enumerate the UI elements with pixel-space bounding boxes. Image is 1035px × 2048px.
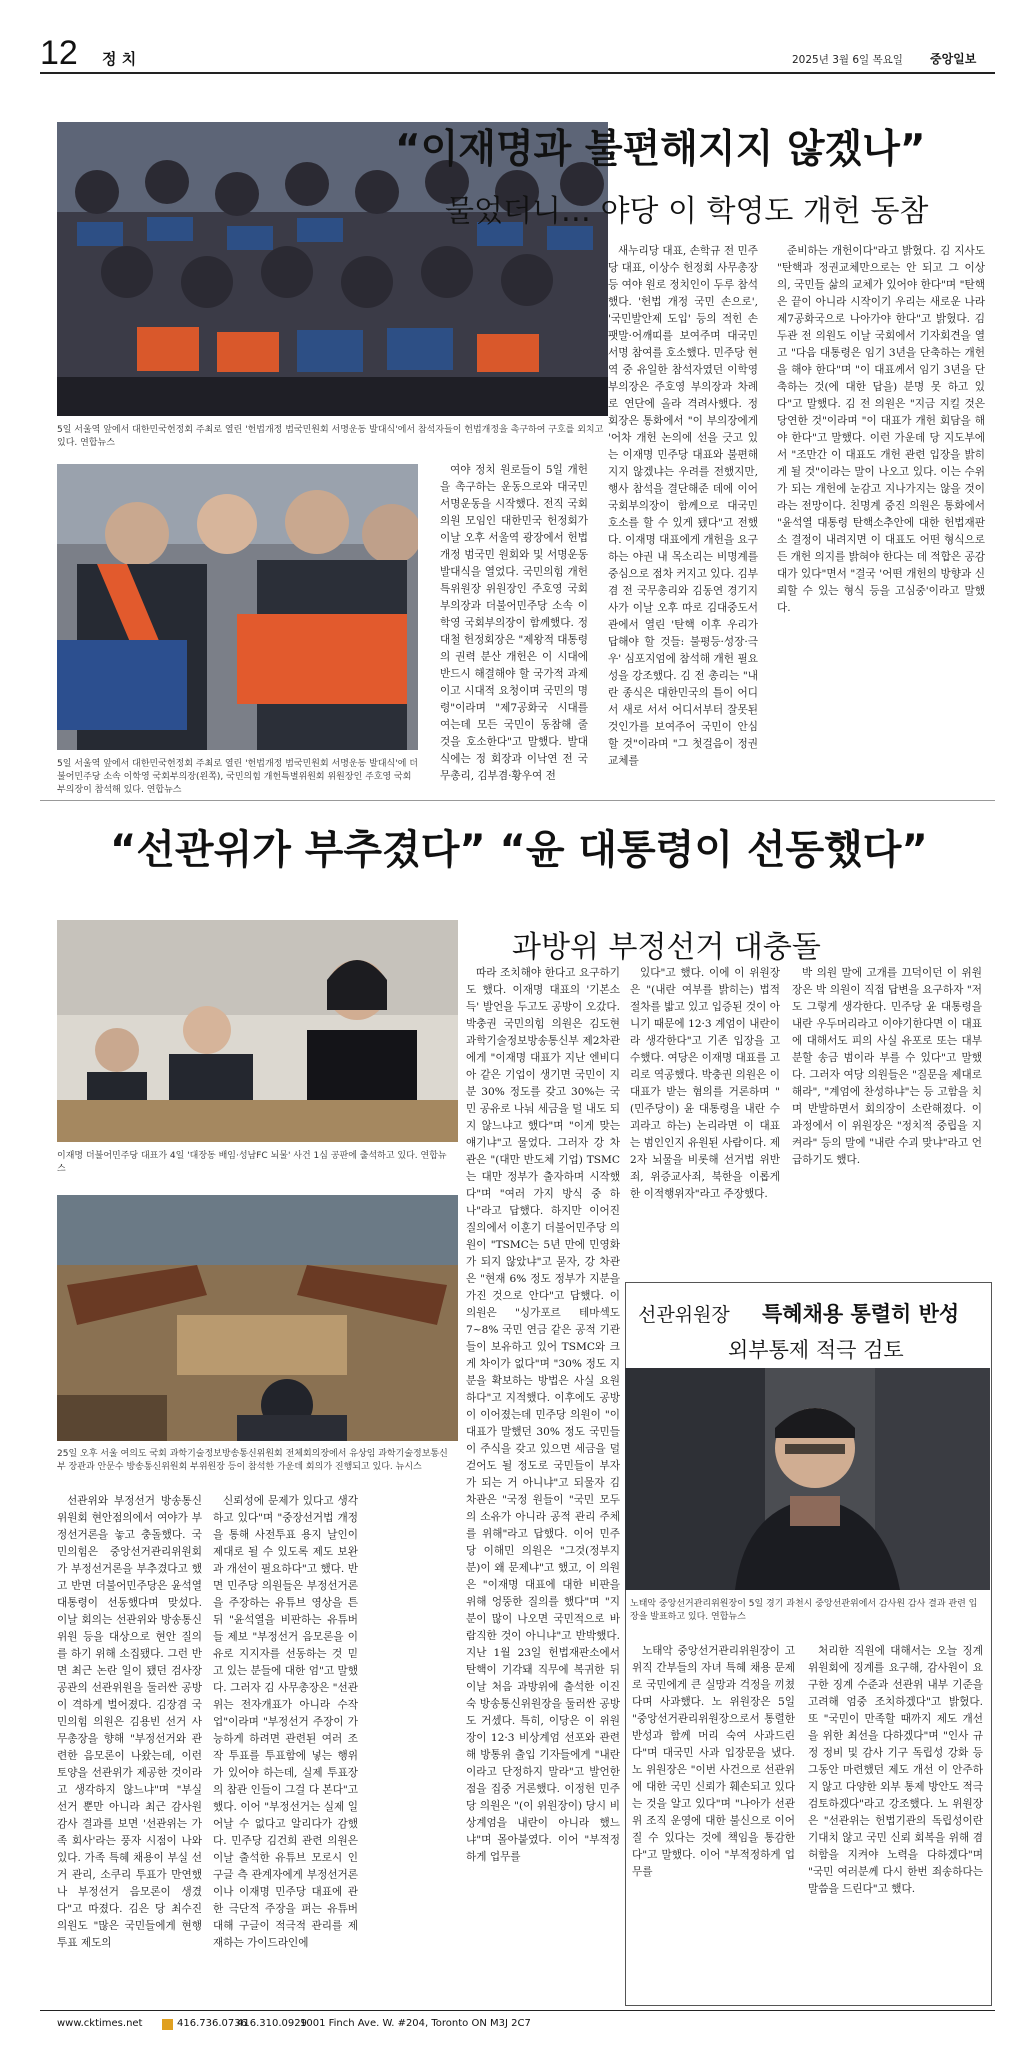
article-column (213, 1493, 358, 2003)
body-text: 여야 정치 원로들이 5일 개헌을 촉구하는 운동으로와 대국민 서명운동을 시작했다. 전직 국회의원 모임인 대한민국 헌정회가 이날 오후 서울역 광장에서 헌법 개정 범국민 원회와 및 서명운동 발대식을 열었다. 국민의힘 개헌특위원장 위원장인 주호영 국회부의장과 더불어민주당 소속 이학영 국회부의장이 함께했다. 정대철 헌정회장은 "제왕적 대통령의 권력 분산 개헌은 이 시대에 반드시 해결해야 할 국가적 과제이고 시대적 요청이며 국민의 명령"이라며 "제7공화국 시대를 여는데 모든 국민이 동참해 줄 것을 호소한다"고 말했다. 발대식에는 정 회장과 이낙연 전 국무총리, 김부겸·황우여 전 (440, 464, 588, 782)
photo-caption: 노태악 중앙선거관리위원장이 5일 경기 과천시 중앙선관위에서 감사원 감사 결과 관련 입장을 발표하고 있다. 연합뉴스 (630, 1599, 978, 1622)
headline-secondary: 물었더니… 야당 이 학영도 개헌 동참 (445, 194, 929, 229)
headline: “선관위가 부추겼다” “윤 대통령이 선동했다” (110, 827, 928, 873)
headline: 특혜채용 통렬히 반성 (762, 1302, 960, 1326)
footer-url[interactable]: www.cktimes.net (57, 2018, 143, 2029)
article-column (440, 462, 588, 788)
article-column (792, 965, 982, 1245)
body-text: 따라 조치해야 한다고 요구하기도 했다. 이재명 대표의 '기본소득' 발언을 두고도 공방이 오갔다. 박충권 국민의힘 의원은 김도현 과학기술정보방송통신부 제2차관에게 "이재명 대표가 지난 엔비디아 같은 기업이 생기면 국민이 지분 30% 정도를 갖고 30%는 국민 공유로 나눠 세금을 덜 내도 되지 않느냐고 했다"며 "이게 맞는 얘기냐"고 물었다. 그러자 강 차관은 "(대만 반도체 기업) TSMC는 대만 정부가 출자하며 시작했다"며 "여러 가지 방식 중 하나"라고 답했다. 하지만 이어진 질의에서 이훈기 더불어민주당 의원이 "TSMC는 5년 만에 민영화가 되지 않았냐"고 묻자, 강 차관은 "현재 6% 정도 정부가 지분을 가진 것으로 안다"고 답했다. 이 의원은 "싱가포르 테마섹도 7~8% 국민 연금 같은 공적 기관들이 보유하고 있어 TSMC와 크게 차이가 없다"며 "30% 정도 지분을 확보하는 방법은 사실 요원하다"고 지적했다. 이후에도 공방이 이어졌는데 민주당 의원이 "이 대표가 말했던 30% 정도 국민들이 주식을 갖고 있으면 세금을 덜 걷어도 될 정도로 국민들이 부자가 되는 거 아니냐"고 되물자 김 차관은 "국정 원들이 "국민 모두의 소유가 아니라 공적 관리 주체를 위해"라고 답했다. 이어 민주당 이해민 의원은 "그것(정부지분)이 왜 문제냐"고 했고, 이 의원은 "이재명 대표에 대한 비판을 위해 엉뚱한 질의를 했다"며 "지분이 많이 나오면 국민적으로 바람직한 것이 아니냐"고 반박했다. 지난 1월 23일 헌법재판소에서 탄핵이 기각돼 직무에 복귀한 뒤 이날 처음 과방위에 출석한 이진숙 방송통신위원장을 둘러싼 공방도 거셌다. 특히, 이당은 이 위원장이 12·3 비상계엄 선포와 관련해 방통위 출입 기자들에게 "내란이라고 단정하지 말라"고 발언한 점을 집중 거론했다. 이정헌 민주당 의원은 "(이 위원장이) 당시 비상계엄을 내란이 아니라 했느냐"며 몰아붙였다. 이어 "부적정하게 업무를 (466, 967, 620, 1863)
footer-address: 1001 Finch Ave. W. #204, Toronto ON M3J 2C7 (300, 2018, 531, 2029)
divider (40, 800, 995, 801)
article-column (466, 965, 620, 2003)
photo-caption: 5일 서울역 앞에서 대한민국헌정회 주최로 열린 '헌법개정 범국민원회 서명운동 발대식'에 더불어민주당 소속 이학영 국회부의장(왼쪽), 국민의힘 개헌특별위원회 위원장인 주호영 국회부의장이 참석해 있다. 연합뉴스 (57, 759, 418, 795)
photo-caption: 25일 오후 서울 여의도 국회 과학기술정보방송통신위원회 전체회의장에서 유상임 과학기술정보통신부 장관과 안문수 방송통신위원회 부위원장 등이 참석한 가운데 회의가 진행되고 있다. 뉴시스 (57, 1449, 448, 1472)
footer-phone-ad: 416.736.0736 (177, 2018, 247, 2029)
body-text: 있다"고 했다. 이에 이 위원장은 "(내란 여부를 밝히는) 법적 절차를 밟고 있고 입증된 것이 아니기 때문에 12·3 계엄이 내란이라 생각한다"고 기존 입장을 고수했다. 여당은 이재명 대표를 고리로 역공했다. 박충권 의원은 이 대표가 받는 혐의를 거론하며 "(민주당이) 윤 대통령을 내란 수괴라고 하는) 논리라면 이 대표는 범인인지 유원된 사람이다. 제2자 뇌물을 비롯해 선거법 위반죄, 위증교사죄, 북한을 이롭게 한 이적행위자"라고 주장했다. (630, 967, 780, 1200)
header-rule (40, 72, 995, 74)
body-text: 처리한 직원에 대해서는 오늘 징계위원회에 징계를 요구해, 감사원이 요구한 징계 수준과 선관위 내부 기준을 고려해 엄중 조치하겠다"고 밝혔다. 또 "국민이 만족할 때까지 제도 개선을 위한 최선을 다하겠다"며 "인사 규정 정비 및 감사 기구 독립성 강화 등 그동안 마련했던 제도 개선 이 안주하지 않고 다양한 외부 통제 방안도 적극 검토하겠다"라고 강조했다. 노 위원장은 "선관위는 헌법기관의 독립성이란 기대치 않고 국민 신뢰 회복을 위해 겸허함을 지켜야 노력을 다하겠다"며 "국민 여러분께 다시 한번 죄송하다는 말씀을 드린다"고 했다. (808, 1645, 983, 1895)
article-column (632, 1643, 795, 1998)
article-column (608, 243, 758, 788)
vice-speakers-image (57, 464, 418, 750)
committee-meeting-image (57, 1195, 458, 1441)
paper-name: 중앙일보 (930, 52, 977, 66)
body-text: 신뢰성에 문제가 있다고 생각하고 있다"며 "중장선거법 개정을 통해 사전투표 용지 날인이 제대로 될 수 있도록 제도 보완과 개선이 필요하다"고 했다. 반면 민주당 의원들은 부정선거론을 주장하는 유튜브 영상을 튼 뒤 "윤석열을 비판하는 유튜버들 제보 "부정선거 음모론을 이유로 지지자를 선동하는 것 믿고 있는 분들에 대한 엄"고 말했다. 그러자 김 사무총장은 "선관위는 전자개표가 아니라 수작업"이라며 "부정선거 주장이 가능하게 하려면 관련된 여러 조작 투표를 투표함에 넣는 행위가 있어야 하는데, 실제 투표장의 참관 인들이 그걸 다 본다"고 했다. 이어 "부정선거는 실제 일어날 수 없다고 알리다가 감했다. 민주당 김건희 관련 의원은 이날 출석한 유튜브 모로시 인 구글 측 관계자에게 부정선거론이나 이재명 민주당 대표에 관한 극단적 주장을 펴는 유튜버 대해 구글이 적극적 관리를 제재하는 가이드라인에 (213, 1495, 358, 1949)
phone-icon (162, 2019, 173, 2030)
photo-vice-speakers (57, 464, 418, 750)
footer-rule (40, 2010, 995, 2011)
body-text: 박 의원 말에 고개를 끄덕이던 이 위원장은 박 의원이 직접 답변을 요구하자 "저도 그렇게 생각한다. 민주당 윤 대통령을 내란 우두머리라고 이야기한다면 이 대표에 대해서도 피의 사실 유포로 또는 대부 분할 송금 범이라 부를 수 있다"고 말했다. 그러자 여당 의원들은 "질문을 제대로 해라", "계엄에 찬성하냐"는 등 고함을 치며 반발하면서 회의장이 소란해졌다. 이 과정에서 이 위원장은 "정치적 중립을 지켜라" 등의 말에 "내란 수괴 맞냐"라고 언급하기도 했다. (792, 967, 982, 1166)
headline: “이재명과 불편해지지 않겠나” (395, 127, 926, 172)
body-text: 노태악 중앙선거관리위원장이 고위직 간부들의 자녀 특혜 채용 문제로 국민에게 큰 실망과 걱정을 끼쳤다며 사과했다. 노 위원장은 5일 "중앙선거관리위원장으로서 통렬한 반성과 함께 머리 숙여 사과드린다"며 대국민 사과 입장문을 냈다. 노 위원장은 "이번 사건으로 선관위에 대한 국민 신뢰가 훼손되고 있다는 것을 알고 있다"며 "나아가 선관위 조직 운영에 대한 불신으로 이어질 수 있다는 것에 책임을 통감한다"고 말했다. 이어 "부적정하게 업무를 (632, 1645, 795, 1878)
kicker: 선관위원장 (638, 1304, 730, 1326)
photo-party-leader (57, 920, 458, 1142)
body-text: 선관위와 부정선거 방송통신위원회 현안점의에서 여야가 부정선거론을 놓고 충돌했다. 국민의힘은 중앙선거관리위원회가 부정선거론을 부추겼다고 했고 반면 더불어민주당은 윤석열 대통령이 선동했다며 맞섰다. 이날 회의는 선관위와 방송통신위원 등을 대상으로 현안 질의를 하기 위해 소집됐다. 그런 반면 최근 논란 일이 됐던 검사장 공관의 선관위원을 둘러싼 공방이 격하게 벌어졌다. 김장겸 국민의힘 의원은 김용빈 선거 사무총장을 향해 "부정선거와 관련한 음모론이 나왔는데, 이런 토양을 선관위가 제공한 것이라고 생각하지 않느냐"며 "부실 선거 뿐만 아니라 최근 감사원 감사 결과를 보면 '선관위는 가족 회사'라는 풍자 시점이 나와 있다. 가족 특혜 채용이 부실 선거 관리, 소쿠리 투표가 만연했나 부정선거 음모론이 생겼다"고 따졌다. 김은 당 최수진 의원도 "많은 국민들에게 현행 투표 제도의 (57, 1495, 202, 1949)
article-column (57, 1493, 202, 2003)
footer-phone-news: 416.310.0929 (237, 2018, 307, 2029)
article-column (777, 243, 985, 788)
election-chief-image (625, 1368, 990, 1590)
body-text: 새누리당 대표, 손학규 전 민주당 대표, 이상수 헌정회 사무총장 등 여야 원로 정치인이 두루 참석했다. '헌법 개정 국민 손으로', '국민발안제 도입' 등의 적힌 손팻말·어깨띠를 보여주며 대국민 서명 참여를 호소했다. 민주당 현역 중 유일한 참석자였던 이학영 부의장은 주호영 부의장과 차례로 연단에 올라 격려사했다. 정 회장은 통화에서 "이 부의장에게 '어차 개헌 논의에 선을 긋고 있는 이재명 민주당 대표와 불편해지지 않겠냐는 우려를 전했지만, 행사 참석을 결단해준 데에 이어 국회부의장이 함께으로 대국민 호소를 할 수 있게 됐다"고 전했다. 이재명 대표에게 개헌을 요구하는 야권 내 목소리는 비명계를 중심으로 점차 커지고 있다. 김부겸 전 국무총리와 김동연 경기지사가 이날 오후 따로 김대중도서관에서 열린 '탄핵 이후 우리가 답해야 할 것들: 불평등·성장·극우' 심포지엄에 참석해 개헌 필요성을 강조했다. 김 전 총리는 "내란 종식은 대한민국의 틀이 어디서 새로 서서 어디서부터 잘못된 것인가를 보여주어 국민이 안심할 것"이라며 "그 첫걸음이 정권교체를 (608, 245, 758, 767)
section-label: 정 치 (102, 50, 137, 68)
party-leader-image (57, 920, 458, 1142)
photo-election-chief (625, 1368, 990, 1590)
page-number: 12 (40, 34, 78, 72)
photo-caption: 5일 서울역 앞에서 대한민국헌정회 주최로 열린 '헌법개정 범국민원회 서명운동 발대식'에서 참석자들이 헌법개정을 촉구하여 구호를 외치고 있다. 연합뉴스 (57, 425, 604, 448)
header-date: 2025년 3월 6일 목요일 (792, 54, 903, 66)
body-text: 준비하는 개헌이다"라고 밝혔다. 김 지사도 "탄핵과 정권교체만으로는 안 되고 그 이상의, 국민들 삶의 교체가 있어야 한다"며 "탄핵은 끝이 아니라 시작이기 우리는 새로운 나라 제7공화국으로 나아가야 한다"고 밝혔다. 김두관 전 의원도 이날 국회에서 기자회견을 열고 "다음 대통령은 임기 3년을 단축하는 개헌을 해야 한다"며 "이 대표께서 임기 3년을 단축하는 것(에 대한 답을) 분명 못 하고 있다"고 말했다. 김 전 의원은 "지금 지킬 것은 당연한 것"이라며 "이 대표가 개헌 회담을 해야 한다"고 말했다. 이런 가운데 당 지도부에서 "조만간 이 대표도 개헌 관련 입장을 밝히게 될 것"이라는 말이 나오고 있다. 이는 수위가 되는 개헌에 눈감고 지나가지는 않을 것이라는 전망이다. 친명계 중진 의원은 통화에서 "윤석열 대통령 탄핵소추안에 대한 헌법재판소 결정이 내려지면 이 대표도 어떤 형식으로든 개헌 의지를 밝혀야 한다는 데 적합은 공감대가 있다"면서 "결국 '어떤 개헌의 방향과 신뢰할 수 있는 형식 등을 고심중'이라고 말했다. (777, 245, 985, 614)
subheadline: 과방위 부정선거 대충돌 (512, 930, 821, 965)
article-column (808, 1643, 983, 1998)
headline-secondary: 외부통제 적극 검토 (728, 1338, 904, 1362)
article-column (630, 965, 780, 1245)
photo-caption: 이재명 더불어민주당 대표가 4일 '대장동 배임·성남FC 뇌물' 사건 1심 공판에 출석하고 있다. 연합뉴스 (57, 1151, 447, 1174)
photo-committee-meeting (57, 1195, 458, 1441)
